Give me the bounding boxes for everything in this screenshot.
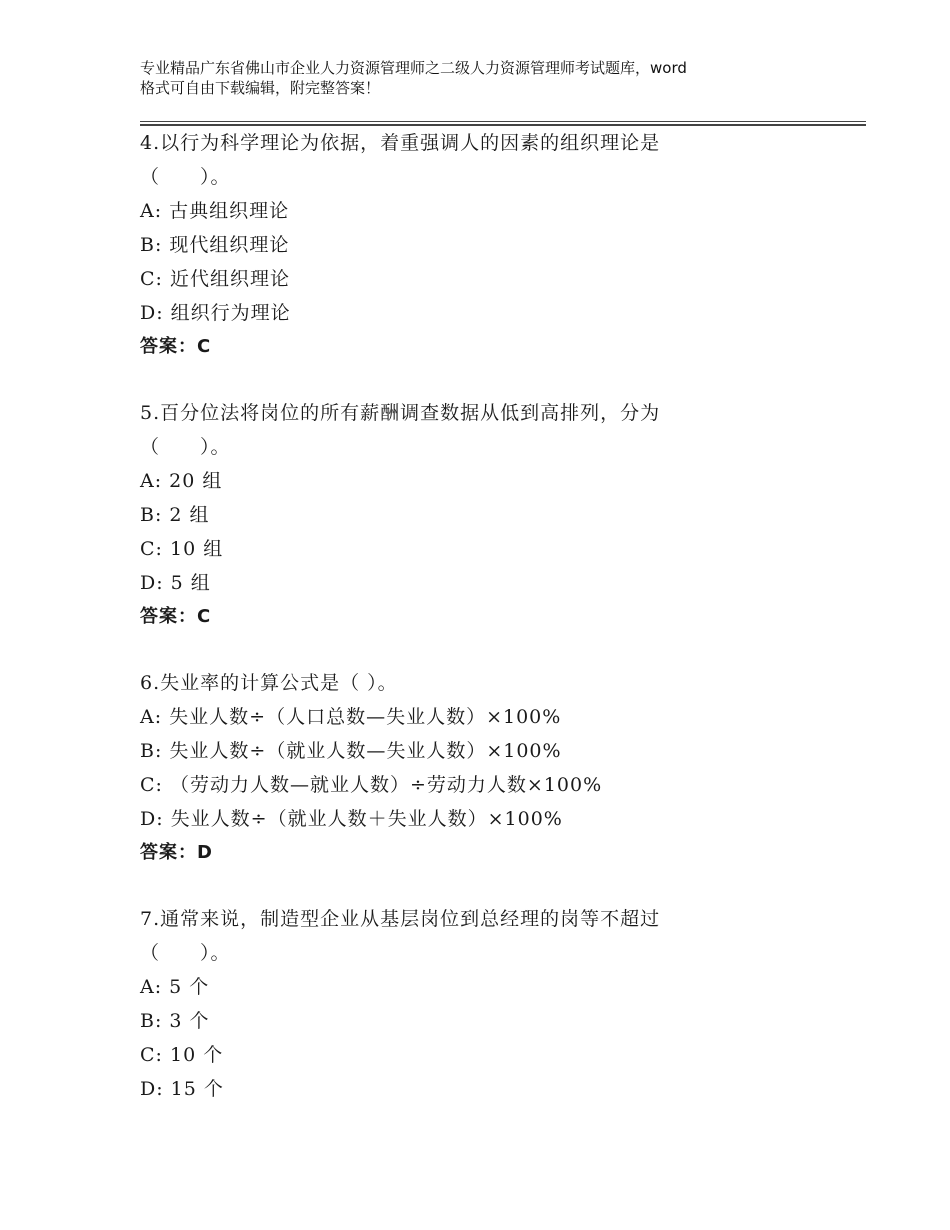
question-stem: 5.百分位法将岗位的所有薪酬调查数据从低到高排列，分为 — [140, 402, 661, 424]
option-a: A: 5 个 — [140, 976, 210, 998]
answer-label: 答案：D — [140, 842, 213, 863]
option-d: D: 失业人数÷（就业人数＋失业人数）×100% — [140, 808, 563, 830]
option-c: C: （劳动力人数—就业人数）÷劳动力人数×100% — [140, 774, 603, 796]
option-a: A: 20 组 — [140, 470, 223, 492]
option-a: A: 失业人数÷（人口总数—失业人数）×100% — [140, 706, 562, 728]
question-stem: 7.通常来说，制造型企业从基层岗位到总经理的岗等不超过 — [140, 908, 661, 930]
question-7 — [140, 902, 866, 1106]
question-stem: 4.以行为科学理论为依据，着重强调人的因素的组织理论是 — [140, 132, 661, 154]
option-c: C: 近代组织理论 — [140, 268, 290, 290]
option-d: D: 15 个 — [140, 1078, 224, 1100]
question-4 — [140, 126, 866, 364]
option-c: C: 10 个 — [140, 1044, 224, 1066]
option-b: B: 3 个 — [140, 1010, 210, 1032]
question-blank: （ ）。 — [140, 942, 231, 964]
question-blank: （ ）。 — [140, 436, 231, 458]
option-d: D: 5 组 — [140, 572, 211, 594]
question-6 — [140, 666, 866, 870]
answer-label: 答案：C — [140, 336, 212, 357]
header-line-1: 专业精品广东省佛山市企业人力资源管理师之二级人力资源管理师考试题库，word — [140, 59, 687, 77]
option-a: A: 古典组织理论 — [140, 200, 290, 222]
question-5 — [140, 396, 866, 634]
option-c: C: 10 组 — [140, 538, 224, 560]
question-stem: 6.失业率的计算公式是（ ）。 — [140, 672, 398, 694]
answer-label: 答案：C — [140, 606, 212, 627]
option-d: D: 组织行为理论 — [140, 302, 291, 324]
question-blank: （ ）。 — [140, 166, 231, 188]
question-list — [140, 126, 866, 1138]
header-line-2: 格式可自由下载编辑，附完整答案！ — [140, 79, 381, 97]
option-b: B: 失业人数÷（就业人数—失业人数）×100% — [140, 740, 562, 762]
option-b: B: 现代组织理论 — [140, 234, 290, 256]
document-header — [140, 58, 830, 98]
option-b: B: 2 组 — [140, 504, 210, 526]
header-divider-thin — [140, 121, 866, 122]
